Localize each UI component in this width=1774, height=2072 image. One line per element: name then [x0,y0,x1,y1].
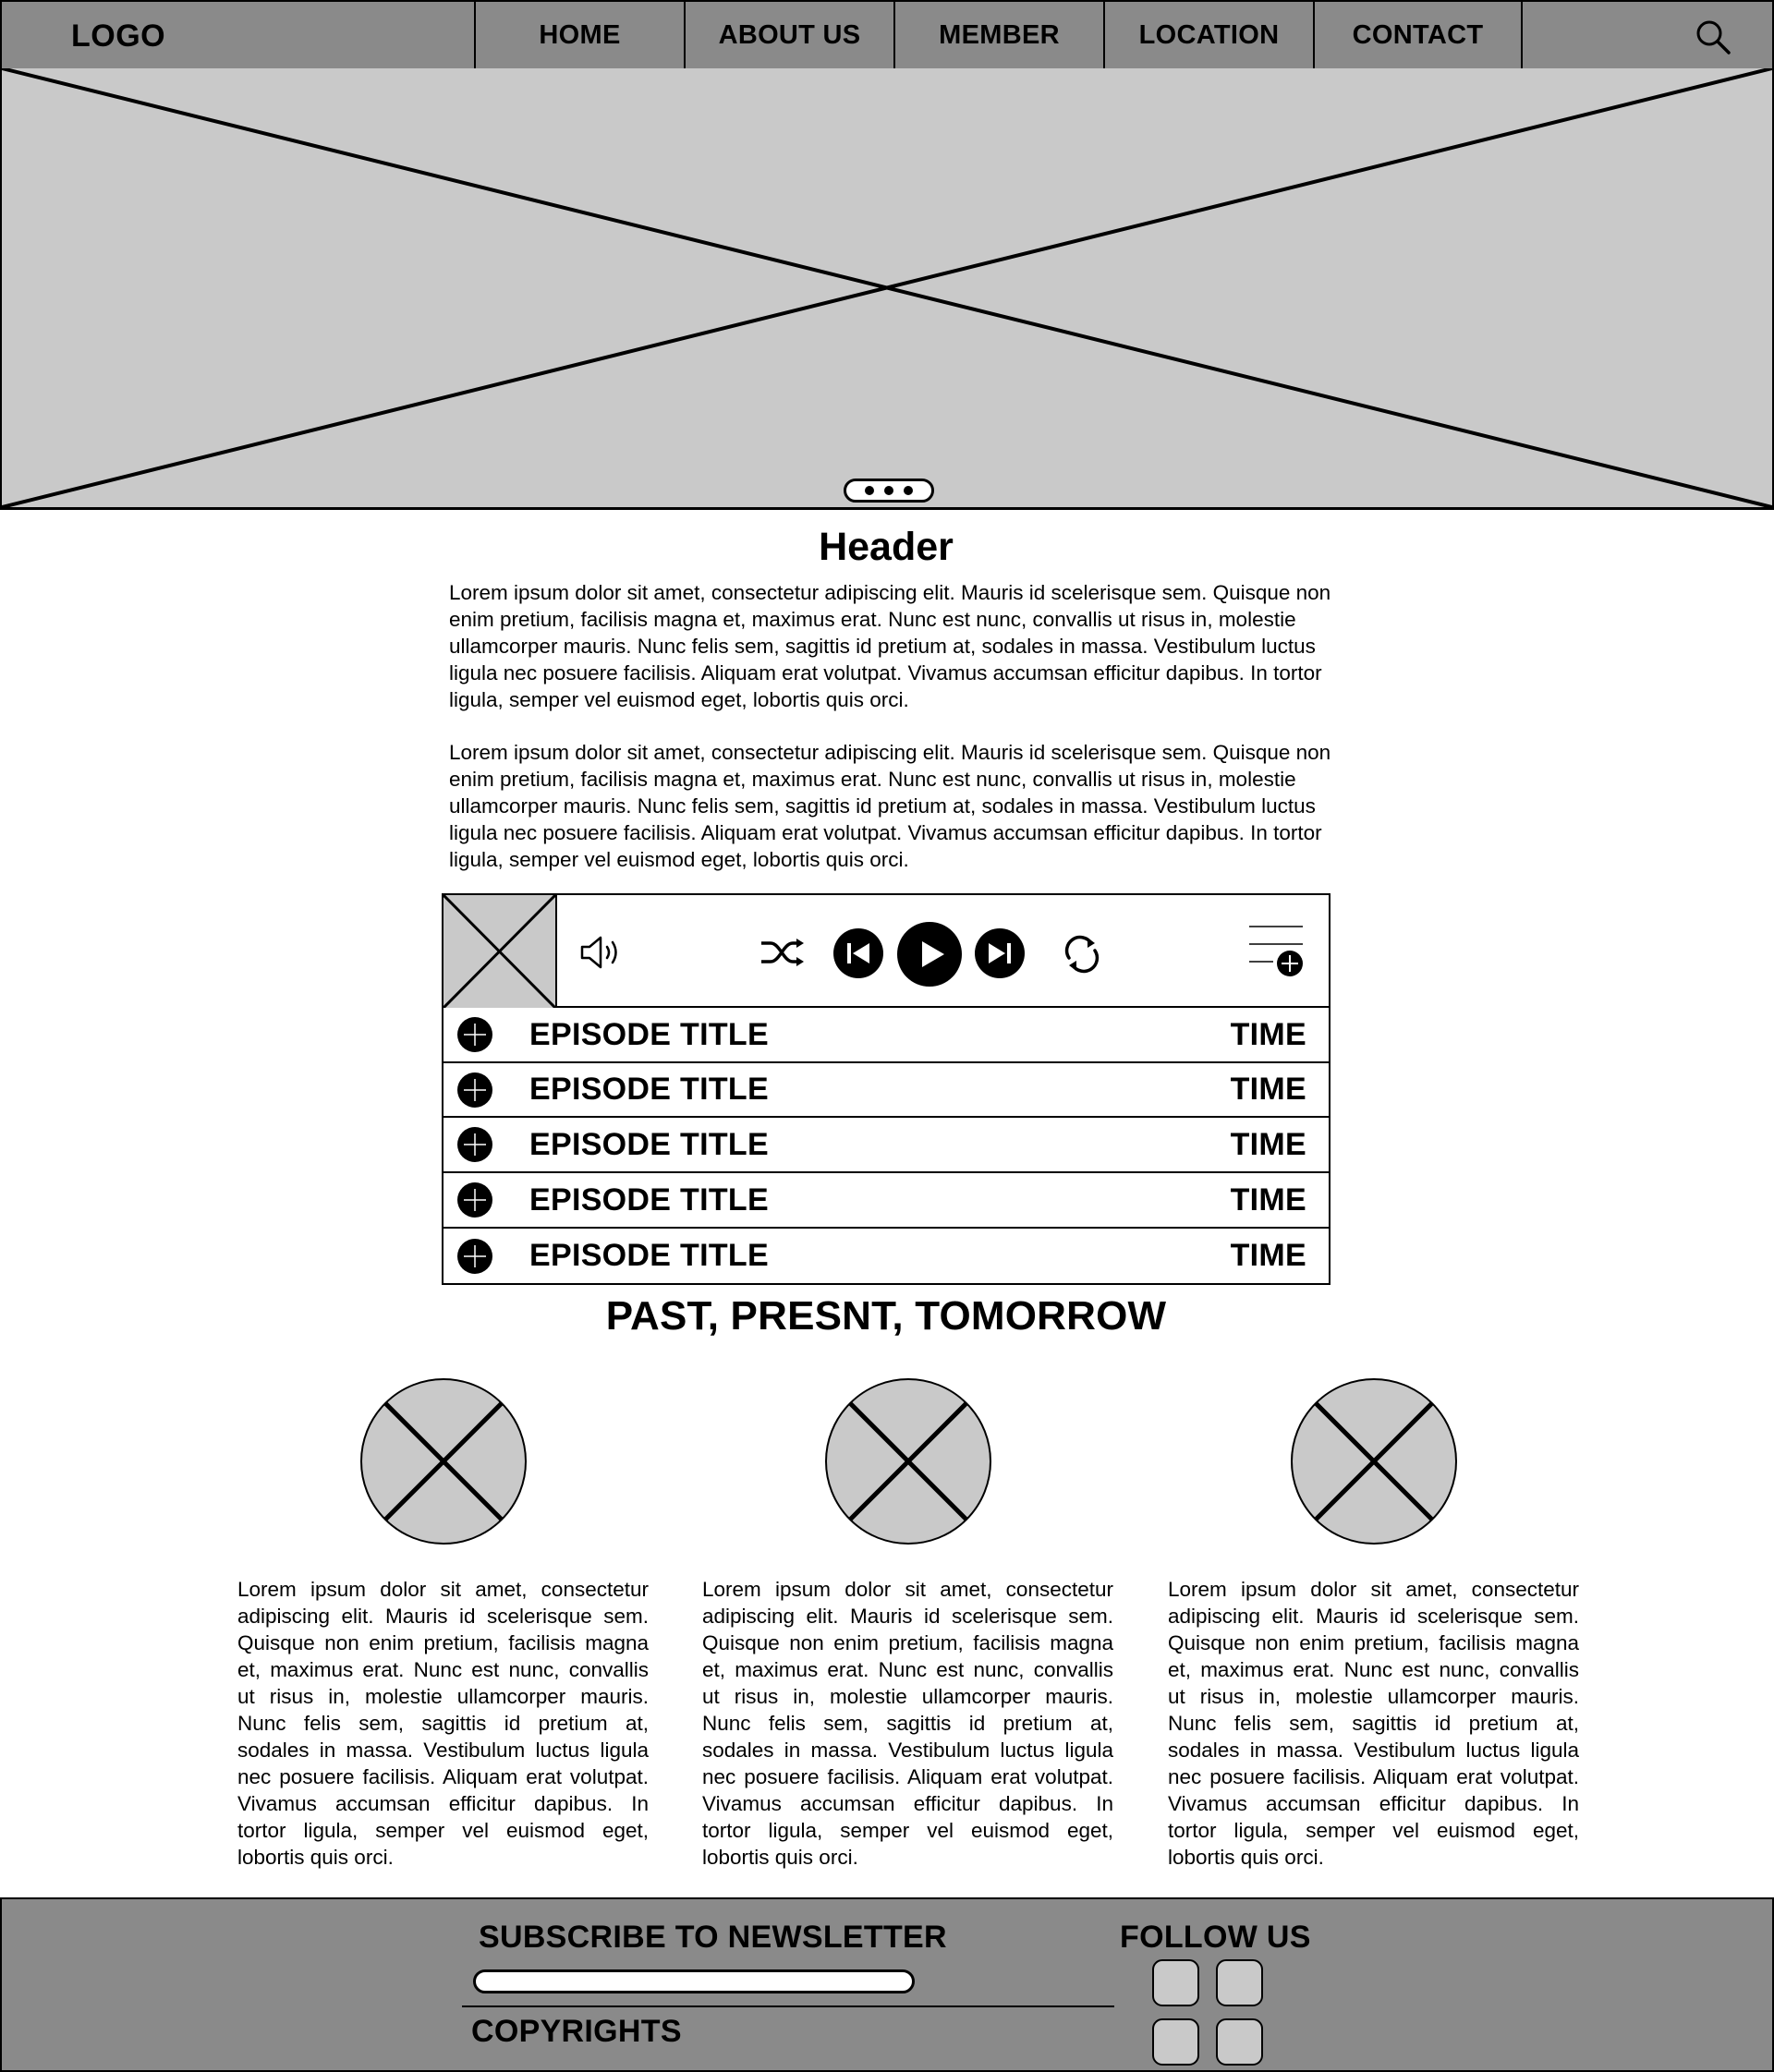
episode-row[interactable] [444,1008,1329,1063]
search-icon[interactable] [1695,18,1731,55]
previous-icon[interactable] [832,927,884,979]
timeline-column-text: Lorem ipsum dolor sit amet, consectetur adipiscing elit. Mauris id scelerisque sem. Quisque non enim pretium, facilisis magna et, maximus erat. Nunc est nunc, convallis ut risus in, molestie ullamcorper mauris. Nunc felis sem, sagittis id pretium at, sodales in massa. Vestibulum luctus ligula nec posuere facilisis. Aliquam erat volutpat. Vivamus accumsan efficitur dapibus. In tortor ligula, semper vel euismod eget, lobortis quis orci. [237,1578,649,1869]
article-paragraph: Lorem ipsum dolor sit amet, consectetur adipiscing elit. Mauris id scelerisque sem. Quisque non enim pretium, facilisis magna et, maximus erat. Nunc est nunc, convallis ut risus in, molestie ullamcorper mauris. Nunc felis sem, sagittis id pretium at, sodales in massa. Vestibulum luctus ligula nec posuere facilisis. Aliquam erat volutpat. Vivamus accumsan efficitur dapibus. In tortor ligula, semper vel euismod eget, lobortis quis orci. [449,581,1331,711]
add-episode-icon[interactable] [456,1072,493,1109]
nav-contact[interactable]: CONTACT [1313,2,1523,68]
image-placeholder-icon [444,895,555,1008]
timeline-column-text: Lorem ipsum dolor sit amet, consectetur adipiscing elit. Mauris id scelerisque sem. Quisque non enim pretium, facilisis magna et, maximus erat. Nunc est nunc, convallis ut risus in, molestie ullamcorper mauris. Nunc felis sem, sagittis id pretium at, sodales in massa. Vestibulum luctus ligula nec posuere facilisis. Aliquam erat volutpat. Vivamus accumsan efficitur dapibus. In tortor ligula, semper vel euismod eget, lobortis quis orci. [702,1578,1113,1869]
playlist-add-icon[interactable] [1247,925,1305,982]
section-title: PAST, PRESNT, TOMORROW [605,1293,1167,1339]
copyright-text: COPYRIGHTS [471,2014,682,2049]
repeat-icon[interactable] [1062,934,1102,975]
social-icon[interactable] [1152,1959,1199,2006]
social-icon[interactable] [1216,2018,1263,2066]
add-episode-icon[interactable] [456,1016,493,1053]
episode-title: EPISODE TITLE [529,1238,769,1273]
social-icon[interactable] [1216,1959,1263,2006]
carousel-dot[interactable] [865,486,874,495]
nav-links [474,2,1523,68]
podcast-player [442,893,1330,1285]
image-placeholder-icon [359,1377,528,1545]
episode-title: EPISODE TITLE [529,1181,769,1218]
newsletter-title: SUBSCRIBE TO NEWSLETTER [479,1920,947,1955]
episode-row[interactable] [444,1063,1329,1118]
top-navigation [0,0,1774,70]
logo[interactable]: LOGO [71,18,166,54]
episode-title: EPISODE TITLE [529,1072,769,1107]
newsletter-email-input[interactable] [473,1969,915,1993]
carousel-dot[interactable] [904,486,913,495]
nav-member[interactable]: MEMBER [893,2,1103,68]
footer [0,1897,1774,2072]
cover-image-placeholder [444,895,557,1008]
add-episode-icon[interactable] [456,1181,493,1218]
episode-row[interactable] [444,1229,1329,1283]
episode-time: TIME [1230,1126,1306,1162]
add-episode-icon[interactable] [456,1126,493,1163]
episode-time: TIME [1230,1072,1306,1107]
timeline-column-text: Lorem ipsum dolor sit amet, consectetur adipiscing elit. Mauris id scelerisque sem. Quisque non enim pretium, facilisis magna et, maximus erat. Nunc est nunc, convallis ut risus in, molestie ullamcorper mauris. Nunc felis sem, sagittis id pretium at, sodales in massa. Vestibulum luctus ligula nec posuere facilisis. Aliquam erat volutpat. Vivamus accumsan efficitur dapibus. In tortor ligula, semper vel euismod eget, lobortis quis orci. [1168,1578,1579,1869]
footer-divider [462,2005,1114,2007]
player-controls [444,895,1329,1008]
article-paragraph: Lorem ipsum dolor sit amet, consectetur adipiscing elit. Mauris id scelerisque sem. Quisque non enim pretium, facilisis magna et, maximus erat. Nunc est nunc, convallis ut risus in, molestie ullamcorper mauris. Nunc felis sem, sagittis id pretium at, sodales in massa. Vestibulum luctus ligula nec posuere facilisis. Aliquam erat volutpat. Vivamus accumsan efficitur dapibus. In tortor ligula, semper vel euismod eget, lobortis quis orci. [449,741,1331,871]
shuffle-icon[interactable] [759,938,806,967]
page-title: Header [819,525,954,569]
nav-location[interactable]: LOCATION [1103,2,1313,68]
episode-time: TIME [1230,1238,1306,1273]
nav-home[interactable]: HOME [474,2,684,68]
next-icon[interactable] [974,927,1026,979]
image-placeholder-icon [824,1377,992,1545]
nav-about-us[interactable]: ABOUT US [684,2,893,68]
episode-time: TIME [1230,1181,1306,1218]
episode-title: EPISODE TITLE [529,1016,769,1052]
play-icon[interactable] [896,921,963,988]
episode-row[interactable] [444,1118,1329,1173]
episode-title: EPISODE TITLE [529,1126,769,1162]
follow-us-title: FOLLOW US [1120,1920,1311,1955]
image-placeholder-icon [2,68,1772,507]
episode-row[interactable] [444,1173,1329,1229]
carousel-dots-icon[interactable] [844,479,934,503]
episode-time: TIME [1230,1016,1306,1052]
carousel-dot[interactable] [884,486,893,495]
hero-banner [0,68,1774,510]
volume-icon[interactable] [578,934,628,971]
add-episode-icon[interactable] [456,1238,493,1275]
social-icon[interactable] [1152,2018,1199,2066]
image-placeholder-icon [1290,1377,1458,1545]
